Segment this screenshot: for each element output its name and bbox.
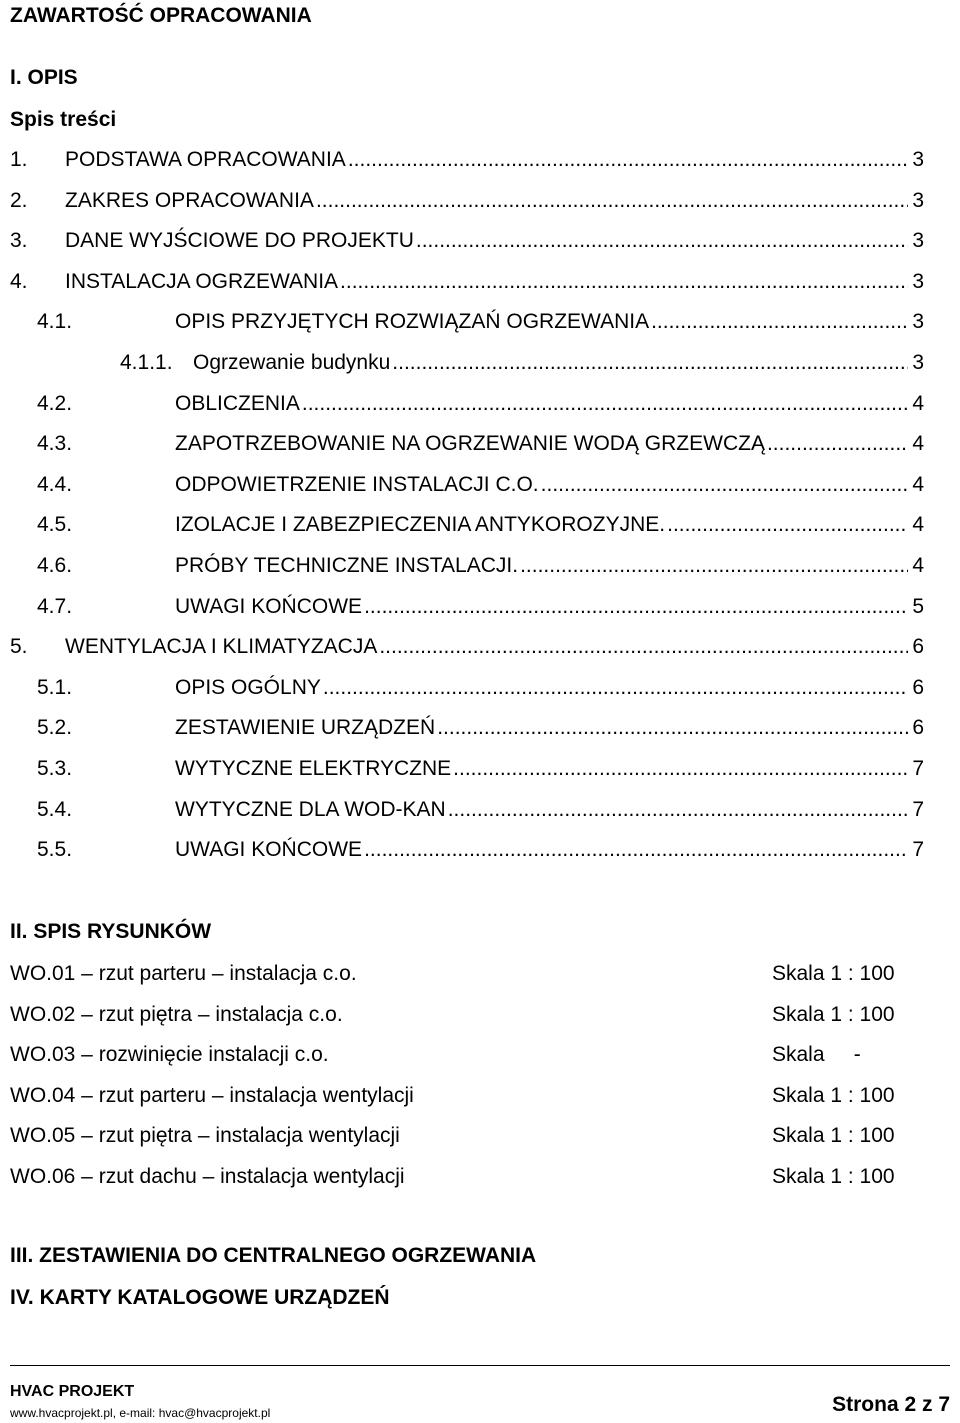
toc-entry-number: 2.	[10, 188, 28, 212]
drawing-scale: Skala 1 : 100	[772, 1165, 895, 1188]
toc-entry[interactable]	[0, 348, 960, 378]
drawing-description: WO.01 – rzut parteru – instalacja c.o.	[10, 962, 357, 985]
section-heading-drawings: II. SPIS RYSUNKÓW	[10, 920, 212, 943]
toc-entry-title: UWAGI KOŃCOWE	[175, 594, 363, 618]
toc-entry-page: 4	[912, 472, 924, 496]
drawing-description: WO.06 – rzut dachu – instalacja wentylacji	[10, 1165, 405, 1188]
toc-entry-title: Ogrzewanie budynku	[193, 351, 391, 374]
toc-entry-number: 4.5.	[37, 513, 73, 537]
drawing-description: WO.04 – rzut parteru – instalacja wentylacji	[10, 1083, 414, 1107]
toc-entry[interactable]	[0, 510, 960, 540]
toc-entry-number: 5.3.	[37, 757, 73, 780]
toc-entry-page: 4	[912, 432, 924, 456]
toc-entry[interactable]	[0, 673, 960, 703]
toc-entry[interactable]	[0, 754, 960, 784]
section-heading-opis: I. OPIS	[10, 66, 78, 89]
toc-dot-leader	[453, 754, 908, 784]
toc-entry-title: OPIS PRZYJĘTYCH ROZWIĄZAŃ OGRZEWANIA	[175, 310, 650, 334]
toc-dot-leader	[767, 429, 908, 459]
section-heading-zestawienia: III. ZESTAWIENIA DO CENTRALNEGO OGRZEWANIA	[10, 1244, 537, 1267]
toc-entry-page: 7	[912, 838, 924, 862]
toc-entry[interactable]	[0, 226, 960, 256]
toc-entry-title: WYTYCZNE DLA WOD-KAN	[175, 797, 446, 821]
drawing-scale: Skala -	[772, 1043, 861, 1067]
drawing-entry	[10, 1080, 950, 1112]
toc-dot-leader	[364, 835, 908, 865]
drawing-entry	[10, 1161, 950, 1193]
toc-dot-leader	[323, 673, 908, 703]
toc-entry-number: 5.1.	[37, 675, 73, 699]
drawing-entry	[10, 958, 950, 990]
toc-entry-number: 4.3.	[37, 432, 73, 456]
toc-entry-title: INSTALACJA OGRZEWANIA	[65, 269, 339, 293]
toc-entry-title: WYTYCZNE ELEKTRYCZNE	[175, 757, 452, 780]
toc-entry-number: 4.6.	[37, 554, 73, 577]
toc-dot-leader	[667, 510, 908, 540]
toc-dot-leader	[651, 307, 908, 337]
toc-entry-number: 4.7.	[37, 594, 73, 618]
drawing-description: WO.05 – rzut piętra – instalacja wentylacji	[10, 1124, 400, 1148]
toc-entry-title: OPIS OGÓLNY	[175, 675, 321, 699]
toc-entry-title: OBLICZENIA	[175, 391, 300, 415]
toc-entry-page: 6	[912, 635, 924, 659]
toc-entry-number: 4.1.	[37, 310, 73, 334]
toc-entry-number: 5.4.	[37, 797, 73, 821]
toc-entry-page: 4	[912, 554, 924, 577]
toc-entry-number: 4.4.	[37, 472, 73, 496]
toc-entry-page: 5	[912, 594, 924, 618]
toc-entry-title: ZAPOTRZEBOWANIE NA OGRZEWANIE WODĄ GRZEWCZĄ	[175, 432, 765, 456]
drawing-entry	[10, 1039, 950, 1071]
toc-entry-page: 7	[912, 757, 924, 780]
toc-entry[interactable]	[0, 795, 960, 825]
toc-entry[interactable]	[0, 267, 960, 297]
toc-entry-page: 4	[912, 391, 924, 415]
toc-entry[interactable]	[0, 145, 960, 175]
toc-entry-number: 4.1.1.	[120, 351, 173, 374]
toc-dot-leader	[302, 389, 908, 419]
toc-dot-leader	[348, 145, 908, 175]
footer-company: HVAC PROJEKT	[10, 1383, 135, 1400]
toc-entry[interactable]	[0, 186, 960, 216]
toc-dot-leader	[541, 470, 908, 500]
toc-entry-title: IZOLACJE I ZABEZPIECZENIA ANTYKOROZYJNE.	[175, 513, 666, 537]
toc-entry-page: 3	[912, 229, 924, 253]
toc-entry[interactable]	[0, 470, 960, 500]
toc-entry-title: ODPOWIETRZENIE INSTALACJI C.O.	[175, 472, 539, 496]
toc-entry[interactable]	[0, 551, 960, 581]
toc-entry[interactable]	[0, 307, 960, 337]
drawing-scale: Skala 1 : 100	[772, 1083, 895, 1107]
footer-contact: www.hvacprojekt.pl, e-mail: hvac@hvacprojekt.pl	[10, 1406, 271, 1420]
toc-entry[interactable]	[0, 592, 960, 622]
toc-entry-number: 5.5.	[37, 838, 73, 862]
toc-entry-title: WENTYLACJA I KLIMATYZACJA	[65, 635, 378, 659]
toc-entry-title: ZAKRES OPRACOWANIA	[65, 188, 314, 212]
toc-entry-page: 6	[912, 716, 924, 740]
toc-entry-page: 7	[912, 797, 924, 821]
toc-dot-leader	[448, 795, 908, 825]
toc-entry-page: 3	[912, 310, 924, 334]
toc-dot-leader	[392, 348, 908, 378]
section-heading-karty: IV. KARTY KATALOGOWE URZĄDZEŃ	[10, 1286, 390, 1309]
toc-entry[interactable]	[0, 713, 960, 743]
toc-entry-title: UWAGI KOŃCOWE	[175, 838, 363, 862]
drawing-scale: Skala 1 : 100	[772, 1124, 895, 1148]
drawing-entry	[10, 999, 950, 1031]
drawing-entry	[10, 1120, 950, 1152]
toc-dot-leader	[416, 226, 908, 256]
toc-entry-title: PRÓBY TECHNICZNE INSTALACJI.	[175, 554, 519, 577]
toc-dot-leader	[437, 713, 908, 743]
toc-entry[interactable]	[0, 389, 960, 419]
toc-entry-number: 3.	[10, 229, 28, 253]
toc-entry-number: 5.2.	[37, 716, 73, 740]
toc-entry-title: DANE WYJŚCIOWE DO PROJEKTU	[65, 229, 414, 253]
toc-entry-number: 5.	[10, 635, 28, 659]
toc-entry-title: ZESTAWIENIE URZĄDZEŃ	[175, 716, 436, 740]
toc-entry-page: 6	[912, 675, 924, 699]
toc-entry-title: PODSTAWA OPRACOWANIA	[65, 148, 346, 171]
footer-page-number: Strona 2 z 7	[832, 1393, 950, 1416]
toc-entry-page: 3	[912, 351, 924, 374]
drawing-description: WO.02 – rzut piętra – instalacja c.o.	[10, 1002, 343, 1026]
footer-divider	[10, 1365, 950, 1366]
toc-dot-leader	[379, 632, 908, 662]
drawing-scale: Skala 1 : 100	[772, 962, 895, 985]
toc-entry-page: 3	[912, 148, 924, 171]
toc-entry[interactable]	[0, 429, 960, 459]
toc-entry[interactable]	[0, 632, 960, 662]
drawing-scale: Skala 1 : 100	[772, 1002, 895, 1026]
toc-entry-page: 3	[912, 269, 924, 293]
toc-entry-number: 4.2.	[37, 391, 73, 415]
toc-dot-leader	[364, 592, 908, 622]
toc-entry-number: 4.	[10, 269, 28, 293]
drawing-description: WO.03 – rozwinięcie instalacji c.o.	[10, 1043, 329, 1067]
toc-dot-leader	[316, 186, 908, 216]
toc-entry-page: 3	[912, 188, 924, 212]
toc-heading: Spis treści	[10, 108, 117, 131]
toc-dot-leader	[340, 267, 908, 297]
toc-entry[interactable]	[0, 835, 960, 865]
document-title: ZAWARTOŚĆ OPRACOWANIA	[10, 4, 312, 27]
toc-entry-page: 4	[912, 513, 924, 537]
toc-dot-leader	[520, 551, 908, 581]
toc-entry-number: 1.	[10, 148, 28, 171]
